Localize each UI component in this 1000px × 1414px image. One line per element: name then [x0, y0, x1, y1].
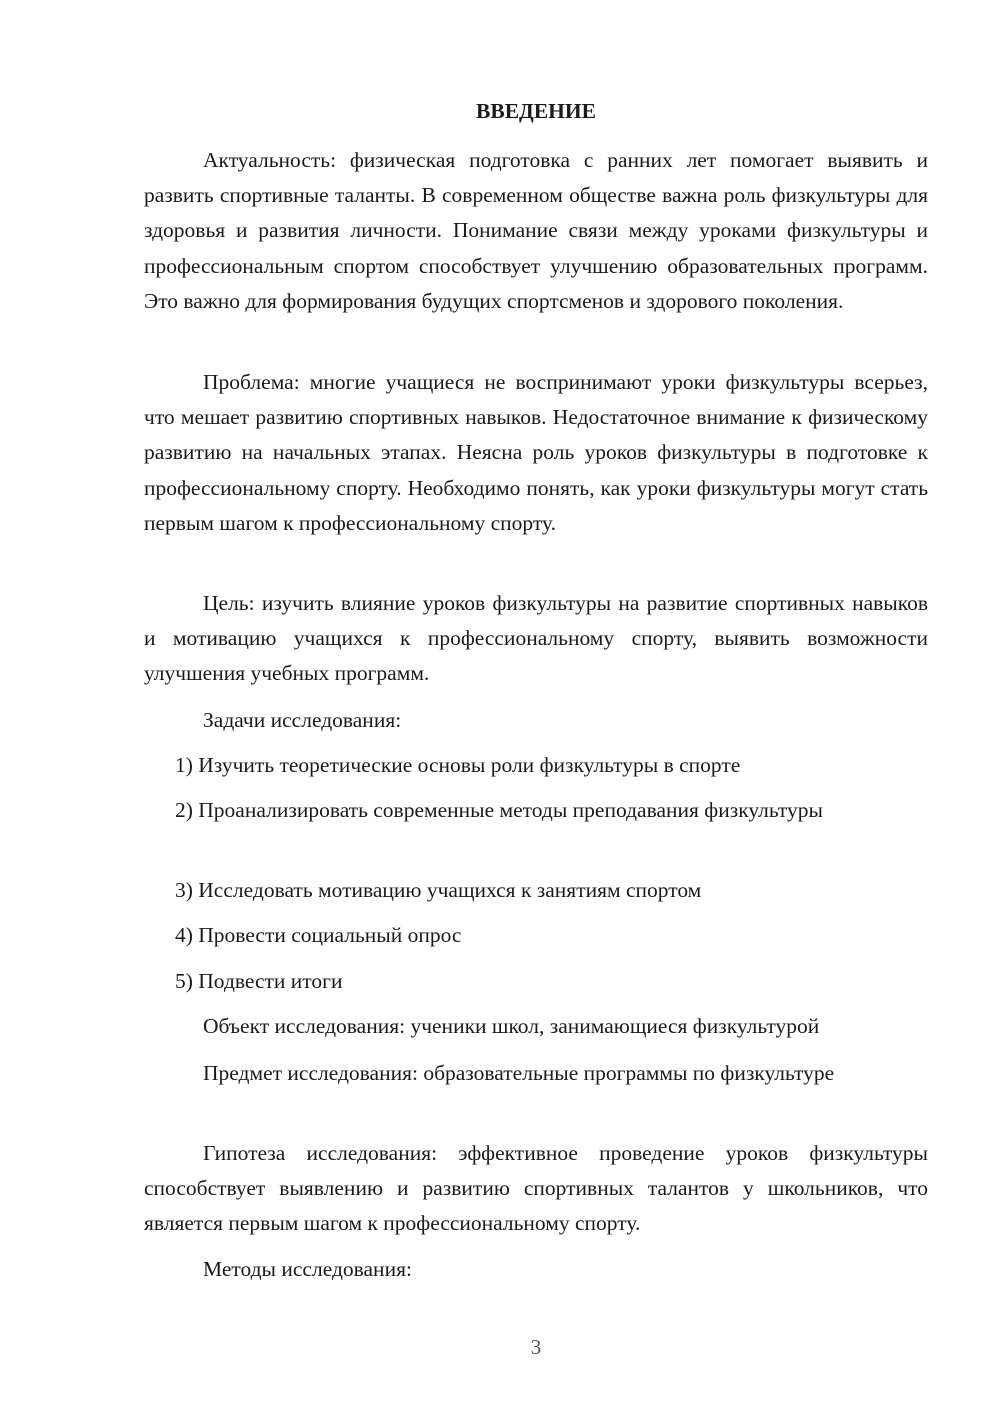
task-item-5: 5) Подвести итоги [175, 969, 343, 993]
document-page [144, 0, 928, 1414]
tasks-title: Задачи исследования: [203, 708, 402, 732]
page-number: 3 [530, 1335, 542, 1359]
research-methods: Методы исследования: [203, 1257, 412, 1281]
page-title: ВВЕДЕНИЕ [476, 99, 596, 123]
research-object: Объект исследования: ученики школ, занимающиеся физкультурой [203, 1014, 820, 1038]
relevance-paragraph: Актуальность: физическая подготовка с ранних лет помогает выявить и развить спортивные таланты. В современном обществе важна роль физкультуры для здоровья и развития личности. Понимание связи между уроками физкультуры и профессиональным спортом способствует улучшению образовательных программ. Это важно для формирования будущих спортсменов и здорового поколения. [144, 148, 928, 313]
research-subject: Предмет исследования: образовательные программы по физкультуре [203, 1061, 835, 1085]
task-item-4: 4) Провести социальный опрос [175, 923, 462, 947]
problem-paragraph: Проблема: многие учащиеся не воспринимают уроки физкультуры всерьез, что мешает развитию спортивных навыков. Недостаточное внимание к физическому развитию на начальных этапах. Неясна роль уроков физкультуры в подготовке к профессиональному спорту. Необходимо понять, как уроки физкультуры могут стать первым шагом к профессиональному спорту. [144, 370, 928, 535]
research-hypothesis: Гипотеза исследования: эффективное проведение уроков физкультуры способствует выявлению и развитию спортивных талантов у школьников, что является первым шагом к профессиональному спорту. [144, 1141, 928, 1236]
task-item-1: 1) Изучить теоретические основы роли физкультуры в спорте [175, 753, 741, 777]
task-item-3: 3) Исследовать мотивацию учащихся к занятиям спортом [175, 878, 702, 902]
goal-paragraph: Цель: изучить влияние уроков физкультуры на развитие спортивных навыков и мотивацию учащихся к профессиональному спорту, выявить возможности улучшения учебных программ. [144, 591, 928, 686]
task-item-2: 2) Проанализировать современные методы преподавания физкультуры [175, 798, 823, 822]
